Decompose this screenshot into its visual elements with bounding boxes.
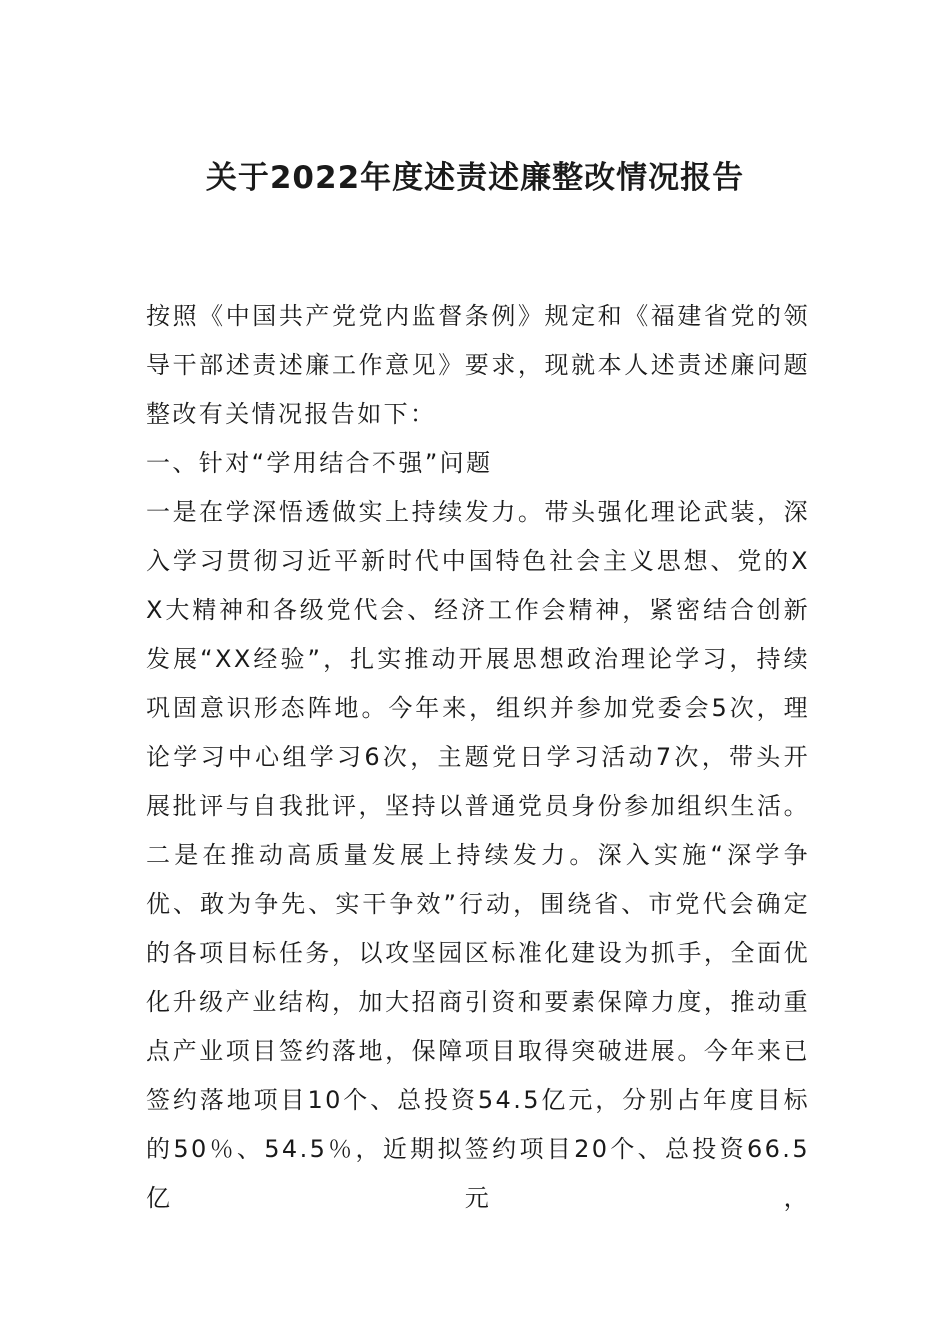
intro-paragraph: 按照《中国共产党党内监督条例》规定和《福建省党的领导干部述责述廉工作意见》要求，现就本人述责述廉问题整改有关情况报告如下： <box>146 302 810 428</box>
body-paragraph: 一是在学深悟透做实上持续发力。带头强化理论武装，深入学习贯彻习近平新时代中国特色社会主义思想、党的XX大精神和各级党代会、经济工作会精神，紧密结合创新发展“XX经验”，扎实推动开展思想政治理论学习，持续巩固意识形态阵地。今年来，组织并参加党委会5次，理论学习中心组学习6次，主题党日学习活动7次，带头开展批评与自我批评，坚持以普通党员身份参加组织生活。二是在推动高质量发展上持续发力。深入实施“深学争优、敢为争先、实干争效”行动，围绕省、市党代会确定的各项目标任务，以攻坚园区标准化建设为抓手，全面优化升级产业结构，加大招商引资和要素保障力度，推动重点产业项目签约落地，保障项目取得突破进展。今年来已签约落地项目10个、总投资54.5亿元，分别占年度目标的50％、54.5％，近期拟签约项目20个、总投资66.5亿元， <box>146 498 810 1212</box>
section-heading: 一、针对“学用结合不强”问题 <box>146 449 493 477</box>
document-body <box>146 292 810 1223</box>
document-title: 关于2022年度述责述廉整改情况报告 <box>205 160 745 196</box>
